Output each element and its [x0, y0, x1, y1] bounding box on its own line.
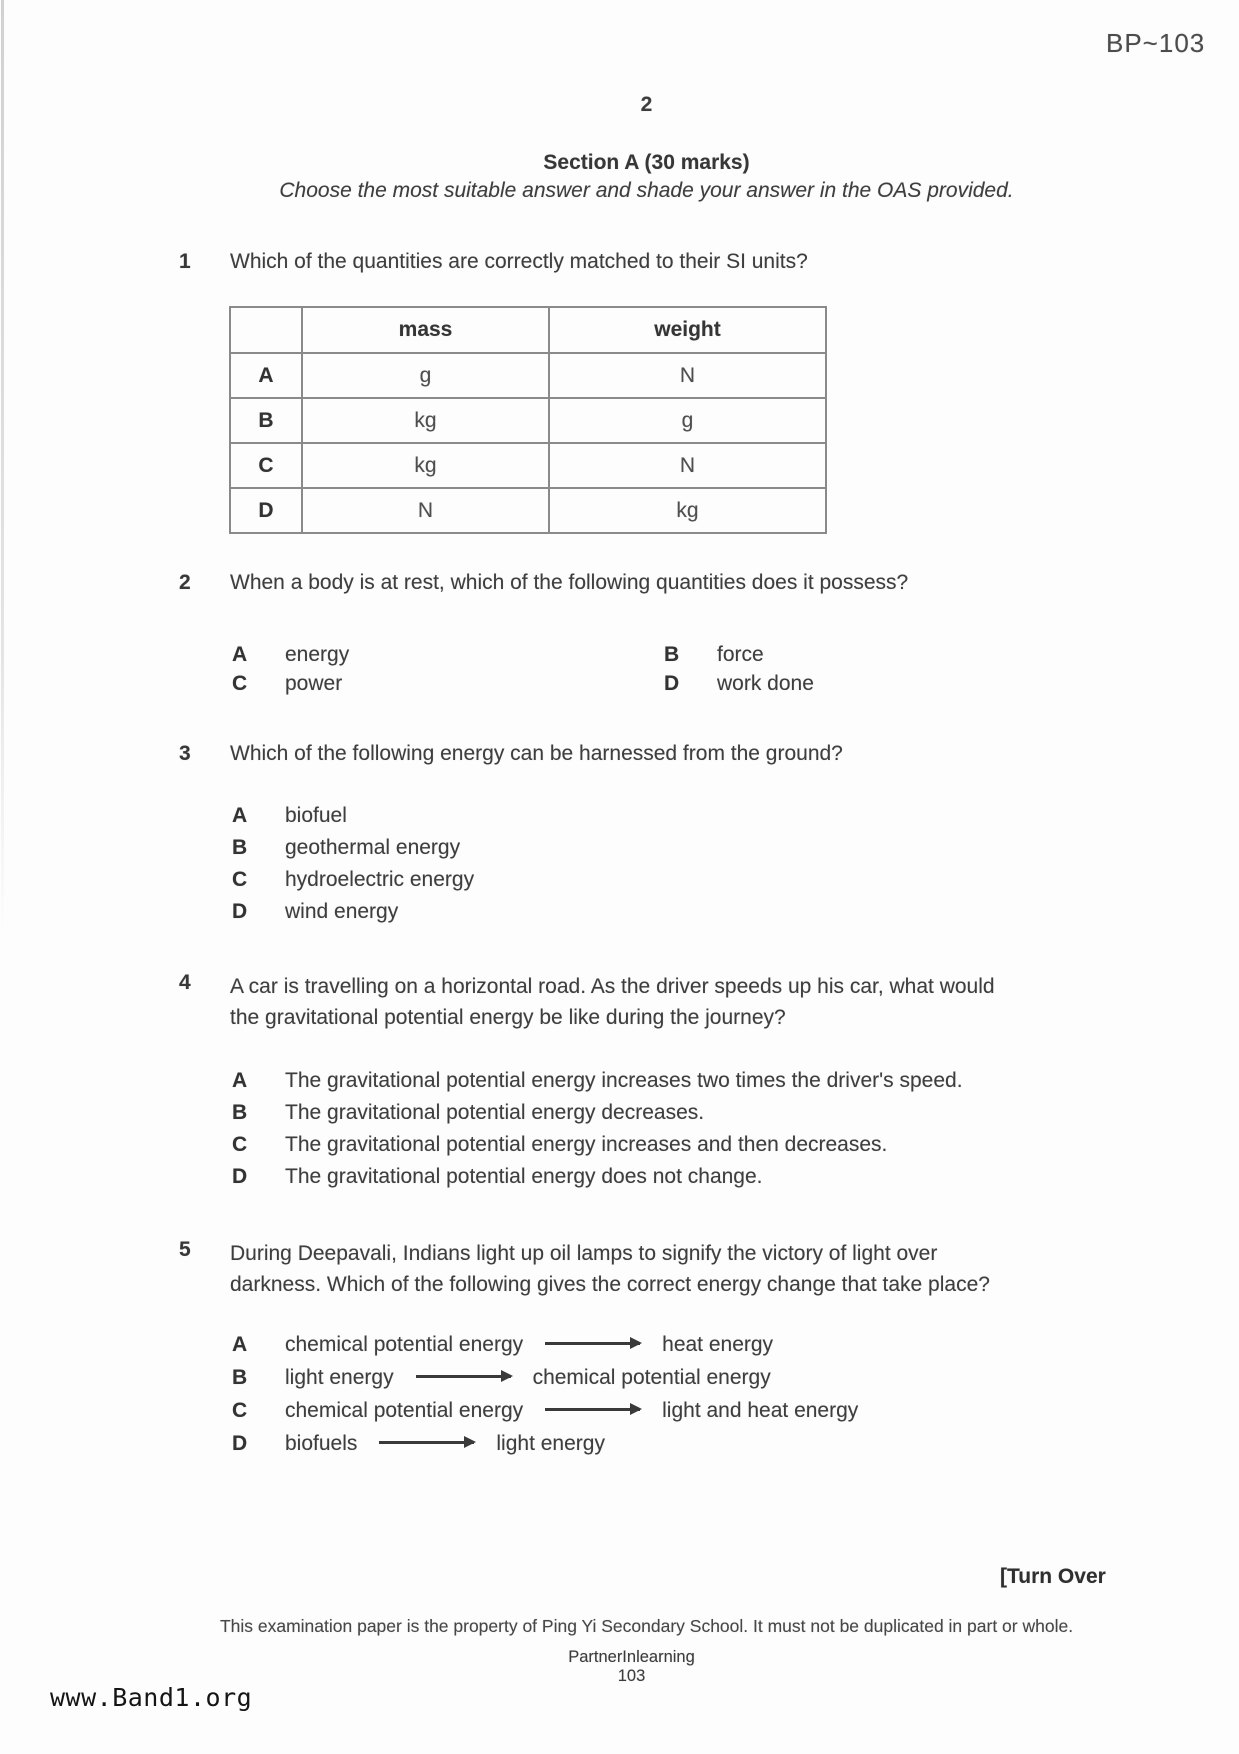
table-row-label: A	[230, 353, 302, 398]
footer-partner-text: PartnerInlearning	[568, 1648, 695, 1666]
table-cell-weight: kg	[549, 488, 826, 533]
option-row	[232, 800, 474, 832]
option-row	[232, 832, 474, 864]
option-text: The gravitational potential energy increases two times the driver's speed.	[285, 1069, 963, 1092]
option-text: hydroelectric energy	[285, 868, 475, 891]
right-arrow-icon	[545, 1408, 640, 1411]
option-letter: D	[232, 1432, 248, 1455]
table-row	[230, 488, 826, 533]
question-text	[230, 1238, 1130, 1300]
question-5-options	[232, 1328, 858, 1460]
question-text-line: A car is travelling on a horizontal road. As the driver speeds up his car, what would	[230, 975, 995, 998]
option-text: force	[717, 643, 764, 666]
option-letter: B	[232, 836, 248, 859]
option-row	[232, 1394, 858, 1427]
table-row-label: C	[230, 443, 302, 488]
question-text: When a body is at rest, which of the following quantities does it possess?	[230, 571, 909, 594]
option-letter: A	[232, 643, 248, 666]
table-header-row	[230, 307, 826, 353]
option-row	[232, 1065, 963, 1097]
right-arrow-icon	[416, 1375, 511, 1378]
table-row	[230, 353, 826, 398]
option-letter: A	[232, 1069, 248, 1092]
option-letter: C	[232, 868, 248, 891]
option-row	[232, 1328, 858, 1361]
question-text-line: darkness. Which of the following gives the correct energy change that take place?	[230, 1273, 990, 1296]
table-header-mass: mass	[302, 307, 549, 353]
turn-over-label: [Turn Over	[1000, 1565, 1106, 1588]
question-4-options	[232, 1065, 963, 1193]
page-number: 2	[640, 93, 653, 116]
question-number: 2	[179, 571, 191, 594]
footer-property-notice: This examination paper is the property of Ping Yi Secondary School. It must not be duplicated in part or whole.	[219, 1616, 1074, 1636]
option-row	[232, 669, 664, 698]
option-letter: B	[232, 1101, 248, 1124]
option-letter: B	[232, 1366, 248, 1389]
option-letter: D	[664, 672, 680, 695]
question-3-options	[232, 800, 474, 928]
section-title: Section A (30 marks)	[543, 151, 750, 174]
question-number: 3	[179, 742, 191, 765]
option-row	[232, 896, 474, 928]
option-row	[232, 1361, 858, 1394]
energy-from-text: biofuels	[285, 1432, 358, 1455]
table-cell-weight: g	[549, 398, 826, 443]
question-text-line: the gravitational potential energy be like during the journey?	[230, 1006, 786, 1029]
option-text: The gravitational potential energy does not change.	[285, 1165, 763, 1188]
table-cell-weight: N	[549, 443, 826, 488]
table-row-label: D	[230, 488, 302, 533]
table-cell-weight: N	[549, 353, 826, 398]
option-row	[232, 1427, 858, 1460]
option-row	[232, 1161, 963, 1193]
question-number: 5	[179, 1238, 191, 1261]
option-row	[664, 669, 814, 698]
option-letter: C	[232, 1133, 248, 1156]
table-cell-mass: kg	[302, 443, 549, 488]
question-text	[230, 971, 1130, 1033]
question-number: 4	[179, 971, 191, 994]
table-row	[230, 443, 826, 488]
option-text: The gravitational potential energy increases and then decreases.	[285, 1133, 888, 1156]
option-text: biofuel	[285, 804, 347, 827]
question-text: Which of the quantities are correctly matched to their SI units?	[230, 250, 808, 273]
si-units-table	[229, 306, 827, 534]
energy-from-text: chemical potential energy	[285, 1333, 524, 1356]
option-letter: D	[232, 1165, 248, 1188]
option-text: wind energy	[285, 900, 399, 923]
scan-edge-artifact	[1, 0, 4, 935]
energy-to-text: heat energy	[662, 1333, 774, 1356]
option-letter: C	[232, 1399, 248, 1422]
question-text: Which of the following energy can be harnessed from the ground?	[230, 742, 843, 765]
option-row	[232, 1129, 963, 1161]
table-row	[230, 398, 826, 443]
table-cell-mass: g	[302, 353, 549, 398]
option-text: work done	[717, 672, 814, 695]
option-letter: D	[232, 900, 248, 923]
right-arrow-icon	[545, 1342, 640, 1345]
option-row	[232, 640, 664, 669]
option-letter: A	[232, 804, 248, 827]
option-letter: B	[664, 643, 680, 666]
energy-to-text: light energy	[496, 1432, 605, 1455]
option-text: The gravitational potential energy decreases.	[285, 1101, 705, 1124]
energy-to-text: light and heat energy	[662, 1399, 859, 1422]
energy-to-text: chemical potential energy	[532, 1366, 771, 1389]
energy-from-text: light energy	[285, 1366, 394, 1389]
option-row	[664, 640, 814, 669]
energy-from-text: chemical potential energy	[285, 1399, 524, 1422]
option-text: energy	[285, 643, 350, 666]
option-text: power	[285, 672, 343, 695]
option-row	[232, 1097, 963, 1129]
option-row	[232, 864, 474, 896]
table-cell-mass: N	[302, 488, 549, 533]
table-header-weight: weight	[549, 307, 826, 353]
doc-code: BP~103	[1106, 28, 1206, 58]
table-corner-cell	[230, 307, 302, 353]
option-letter: A	[232, 1333, 248, 1356]
section-instruction: Choose the most suitable answer and shade your answer in the OAS provided.	[279, 179, 1014, 202]
option-text: geothermal energy	[285, 836, 461, 859]
footer-page-code: 103	[617, 1667, 646, 1685]
option-letter: C	[232, 672, 248, 695]
question-number: 1	[179, 250, 191, 273]
question-text-line: During Deepavali, Indians light up oil lamps to signify the victory of light over	[230, 1242, 938, 1265]
table-cell-mass: kg	[302, 398, 549, 443]
watermark-url: www.Band1.org	[50, 1683, 253, 1712]
table-row-label: B	[230, 398, 302, 443]
right-arrow-icon	[379, 1441, 474, 1444]
question-2-options	[232, 640, 814, 698]
